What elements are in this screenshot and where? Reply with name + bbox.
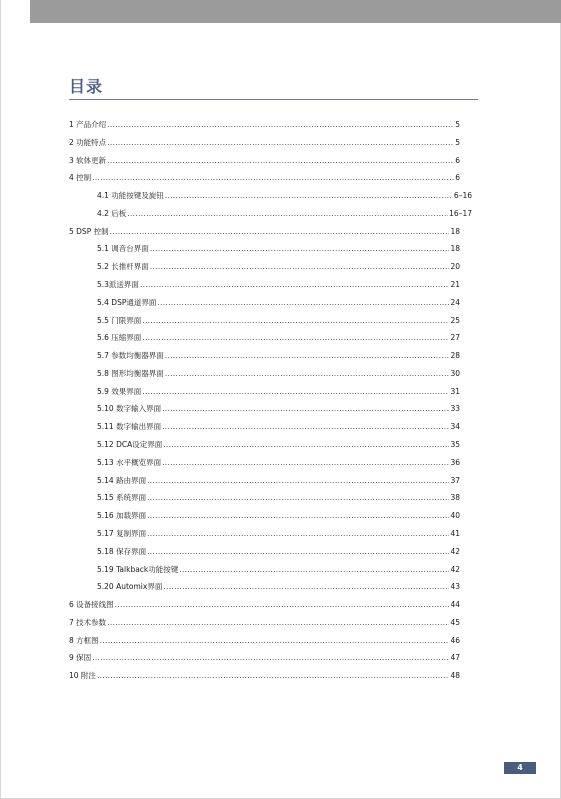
toc-leader-dots [147,475,449,487]
toc-entry-label: 10 附注 [69,671,96,680]
toc-entry-label: 5.9 效果界面 [97,387,142,396]
toc-entry-label: 5.19 Talkback功能按键 [97,565,179,574]
toc-entry[interactable] [69,617,460,629]
toc-entry-page: 5 [455,138,460,147]
toc-entry[interactable] [97,261,460,273]
toc-entry-label: 5.7 参数均衡器界面 [97,351,164,360]
toc-entry-label: 5.10 数字输入界面 [97,404,162,413]
toc-entry[interactable] [97,386,460,398]
toc-entry[interactable] [69,670,460,682]
toc-entry-page: 35 [450,440,460,449]
toc-entry-label: 5.5 门限界面 [97,316,142,325]
toc-entry-label: 5.13 水平概览界面 [97,458,162,467]
toc-leader-dots [165,368,450,380]
toc-entry-label: 5.2 长推杆界面 [97,262,149,271]
toc-leader-dots [147,546,449,558]
toc-entry-label: 2 功能特点 [69,138,107,147]
toc-entry[interactable] [69,652,460,664]
toc-leader-dots [157,297,449,309]
toc-entry-label: 5.16 加载界面 [97,511,147,520]
toc-entry-label: 5.12 DCA设定界面 [97,440,163,449]
toc-entry[interactable] [97,457,460,469]
toc-entry-page: 30 [450,369,460,378]
toc-leader-dots [147,528,449,540]
toc-entry[interactable] [97,208,472,220]
toc-entry-page: 28 [450,351,460,360]
toc-entry-label: 5.18 保存界面 [97,547,147,556]
toc-leader-dots [142,386,449,398]
toc-entry-page: 5 [455,120,460,129]
title-divider [69,99,478,100]
toc-entry-page: 41 [450,529,460,538]
toc-entry-page: 6 [455,156,460,165]
toc-leader-dots [97,670,450,682]
toc-leader-dots [110,226,450,238]
toc-entry[interactable] [97,279,460,291]
toc-entry-label: 5.1 调音台界面 [97,244,149,253]
toc-leader-dots [163,439,449,451]
toc-entry-page: 46 [450,636,460,645]
toc-entry[interactable] [97,421,460,433]
toc-entry-label: 7 技术参数 [69,618,107,627]
toc-entry[interactable] [97,350,460,362]
toc-entry[interactable] [97,528,460,540]
toc-entry-label: 5.11 数字输出界面 [97,422,162,431]
toc-entry-page: 25 [450,316,460,325]
toc-entry-page: 6 [455,173,460,182]
toc-entry-label: 5.8 图形均衡器界面 [97,369,164,378]
toc-entry-page: 43 [450,582,460,591]
toc-entry-label: 9 保固 [69,653,92,662]
toc-entry-page: 24 [450,298,460,307]
toc-entry-label: 5 DSP 控制 [69,227,109,236]
toc-entry-label: 4.1 功能按键及旋钮 [97,191,164,200]
toc-entry-label: 4.2 后板 [97,209,127,218]
toc-entry[interactable] [97,492,460,504]
toc-entry[interactable] [97,332,460,344]
toc-leader-dots [163,581,449,593]
toc-entry-label: 5.6 压缩界面 [97,333,142,342]
toc-entry[interactable] [69,635,460,647]
toc-entry-page: 34 [450,422,460,431]
toc-entry-label: 1 产品介绍 [69,120,107,129]
toc-leader-dots [147,510,449,522]
toc-entry[interactable] [97,368,460,380]
toc-entry-page: 45 [450,618,460,627]
toc-entry[interactable] [97,190,472,202]
toc-leader-dots [127,208,448,220]
toc-leader-dots [147,492,449,504]
toc-entry[interactable] [97,581,460,593]
toc-entry-label: 8 方框图 [69,636,99,645]
toc-leader-dots [165,190,453,202]
toc-leader-dots [162,421,449,433]
toc-entry-label: 6 设备接线图 [69,600,114,609]
toc-entry-page: 44 [450,600,460,609]
toc-entry[interactable] [97,297,460,309]
toc-leader-dots [107,617,449,629]
toc-leader-dots [165,350,450,362]
toc-entry-page: 27 [450,333,460,342]
toc-entry-page: 16–17 [449,209,472,218]
toc-entry-label: 5.17 复制界面 [97,529,147,538]
toc-entry-page: 31 [450,387,460,396]
toc-entry[interactable] [69,155,460,167]
toc-title: 目录 [69,77,104,96]
toc-entry[interactable] [69,137,460,149]
toc-entry-page: 21 [450,280,460,289]
toc-entry-label: 3 软体更新 [69,156,107,165]
toc-leader-dots [150,243,450,255]
toc-entry-page: 42 [450,547,460,556]
toc-leader-dots [92,172,454,184]
toc-entry[interactable] [97,564,460,576]
toc-entry-page: 47 [450,653,460,662]
toc-leader-dots [92,652,449,664]
toc-entry[interactable] [97,403,460,415]
header-bar [30,0,561,23]
toc-entry-page: 33 [450,404,460,413]
toc-leader-dots [140,279,450,291]
toc-entry-label: 5.4 DSP通道界面 [97,298,157,307]
toc-leader-dots [107,155,454,167]
toc-entry[interactable] [69,172,460,184]
toc-entry-label: 5.14 路由界面 [97,476,147,485]
toc-entry-page: 36 [450,458,460,467]
toc-entry[interactable] [97,475,460,487]
toc-leader-dots [142,332,449,344]
toc-entry-page: 37 [450,476,460,485]
toc-entry-page: 48 [450,671,460,680]
toc-leader-dots [179,564,449,576]
toc-entry-page: 40 [450,511,460,520]
toc-entry-label: 4 控制 [69,173,92,182]
toc-entry-page: 42 [450,565,460,574]
toc-entry[interactable] [97,315,460,327]
toc-leader-dots [107,119,454,131]
toc-entry-page: 6–16 [453,191,472,200]
toc-leader-dots [150,261,450,273]
toc-entry-label: 5.15 系统界面 [97,493,147,502]
toc-leader-dots [162,457,449,469]
toc-entry-page: 18 [450,227,460,236]
toc-entry[interactable] [69,119,460,131]
toc-entry-page: 18 [450,244,460,253]
toc-entry[interactable] [97,546,460,558]
toc-leader-dots [100,635,450,647]
toc-entry[interactable] [97,439,460,451]
toc-entry-label: 5.20 Automix界面 [97,582,163,591]
toc-leader-dots [162,403,449,415]
toc-entry-page: 20 [450,262,460,271]
toc-entry[interactable] [69,599,460,611]
toc-leader-dots [142,315,449,327]
toc-entry-page: 38 [450,493,460,502]
toc-leader-dots [107,137,454,149]
page-number: 4 [504,762,536,774]
toc-leader-dots [115,599,450,611]
toc-entry[interactable] [97,510,460,522]
toc-entry[interactable] [69,226,460,238]
toc-entry[interactable] [97,243,460,255]
toc-entry-label: 5.3派送界面 [97,280,139,289]
